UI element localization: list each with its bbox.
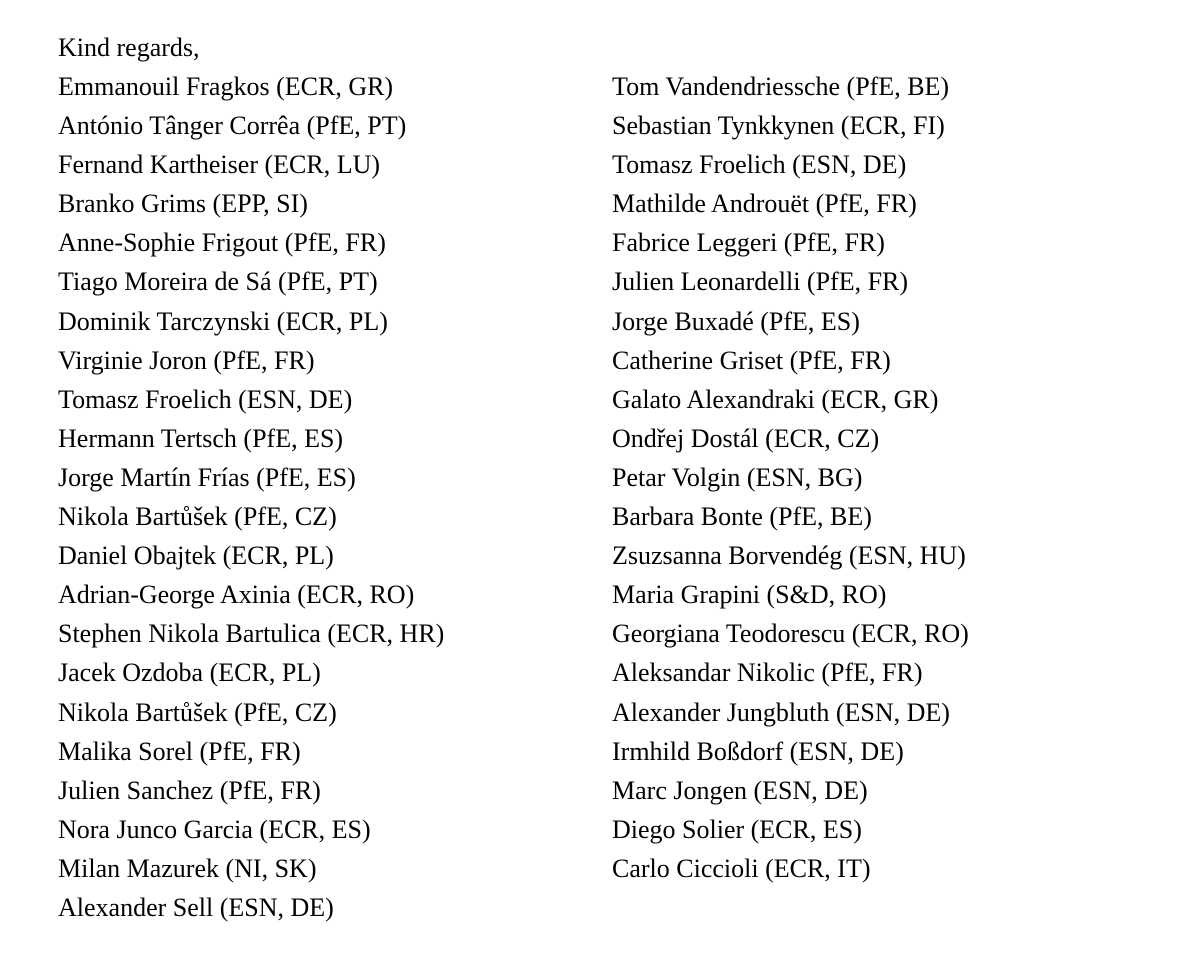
signatory-name: Emmanouil Fragkos (ECR, GR)	[58, 72, 394, 101]
signatory-name: Nikola Bartůšek (PfE, CZ)	[58, 697, 337, 727]
signatory-name: Tomasz Froelich (ESN, DE)	[612, 150, 907, 180]
signatory-name: Aleksandar Nikolic (PfE, FR)	[612, 658, 923, 688]
signatory-name: Marc Jongen (ESN, DE)	[612, 775, 868, 805]
signatory-name: Nikola Bartůšek (PfE, CZ)	[58, 502, 337, 532]
signatory-name: Malika Sorel (PfE, FR)	[58, 736, 301, 766]
signatory-name: Galato Alexandraki (ECR, GR)	[612, 384, 939, 414]
signatory-name: Mathilde Androuët (PfE, FR)	[612, 189, 917, 219]
signatory-name: Fabrice Leggeri (PfE, FR)	[612, 228, 885, 258]
signatory-name: Dominik Tarczynski (ECR, PL)	[58, 306, 388, 336]
signatory-name: Jorge Buxadé (PfE, ES)	[612, 306, 860, 336]
signatory-name: Zsuzsanna Borvendég (ESN, HU)	[612, 541, 966, 571]
closing-salutation: Kind regards,	[58, 33, 200, 62]
signatory-name: António Tânger Corrêa (PfE, PT)	[58, 111, 407, 141]
signatory-name: Tiago Moreira de Sá (PfE, PT)	[58, 267, 378, 297]
signatory-name: Julien Sanchez (PfE, FR)	[58, 775, 321, 805]
signatory-name: Sebastian Tynkkynen (ECR, FI)	[612, 111, 945, 141]
signatory-name: Catherine Griset (PfE, FR)	[612, 345, 891, 375]
signatory-name: Maria Grapini (S&D, RO)	[612, 580, 887, 610]
signatory-name: Diego Solier (ECR, ES)	[612, 814, 862, 844]
signatories-right-column	[612, 67, 969, 888]
signatory-name: Adrian-George Axinia (ECR, RO)	[58, 580, 415, 610]
signatory-name: Nora Junco Garcia (ECR, ES)	[58, 814, 371, 844]
signatory-name: Daniel Obajtek (ECR, PL)	[58, 541, 334, 571]
signatory-name: Tomasz Froelich (ESN, DE)	[58, 384, 353, 414]
signatory-name: Alexander Jungbluth (ESN, DE)	[612, 697, 950, 727]
signatory-name: Irmhild Boßdorf (ESN, DE)	[612, 736, 904, 766]
signatory-name: Milan Mazurek (NI, SK)	[58, 853, 317, 883]
signatory-name: Barbara Bonte (PfE, BE)	[612, 502, 872, 532]
signatory-name: Georgiana Teodorescu (ECR, RO)	[612, 619, 969, 649]
signatory-name: Petar Volgin (ESN, BG)	[612, 462, 863, 492]
signatory-name: Anne-Sophie Frigout (PfE, FR)	[58, 228, 386, 258]
signatory-name: Virginie Joron (PfE, FR)	[58, 345, 315, 375]
signatory-name: Carlo Ciccioli (ECR, IT)	[612, 853, 871, 883]
signatory-name: Fernand Kartheiser (ECR, LU)	[58, 150, 381, 180]
signatory-name: Stephen Nikola Bartulica (ECR, HR)	[58, 619, 445, 649]
signatories-left-column	[58, 67, 444, 927]
signatory-name: Hermann Tertsch (PfE, ES)	[58, 423, 344, 453]
signatory-name: Jorge Martín Frías (PfE, ES)	[58, 462, 356, 492]
signatory-name: Branko Grims (EPP, SI)	[58, 189, 308, 219]
signatory-name: Jacek Ozdoba (ECR, PL)	[58, 658, 321, 688]
signatory-name: Tom Vandendriessche (PfE, BE)	[612, 72, 950, 101]
signatory-name: Ondřej Dostál (ECR, CZ)	[612, 423, 880, 453]
signatory-name: Julien Leonardelli (PfE, FR)	[612, 267, 909, 297]
signatory-name: Alexander Sell (ESN, DE)	[58, 892, 334, 922]
